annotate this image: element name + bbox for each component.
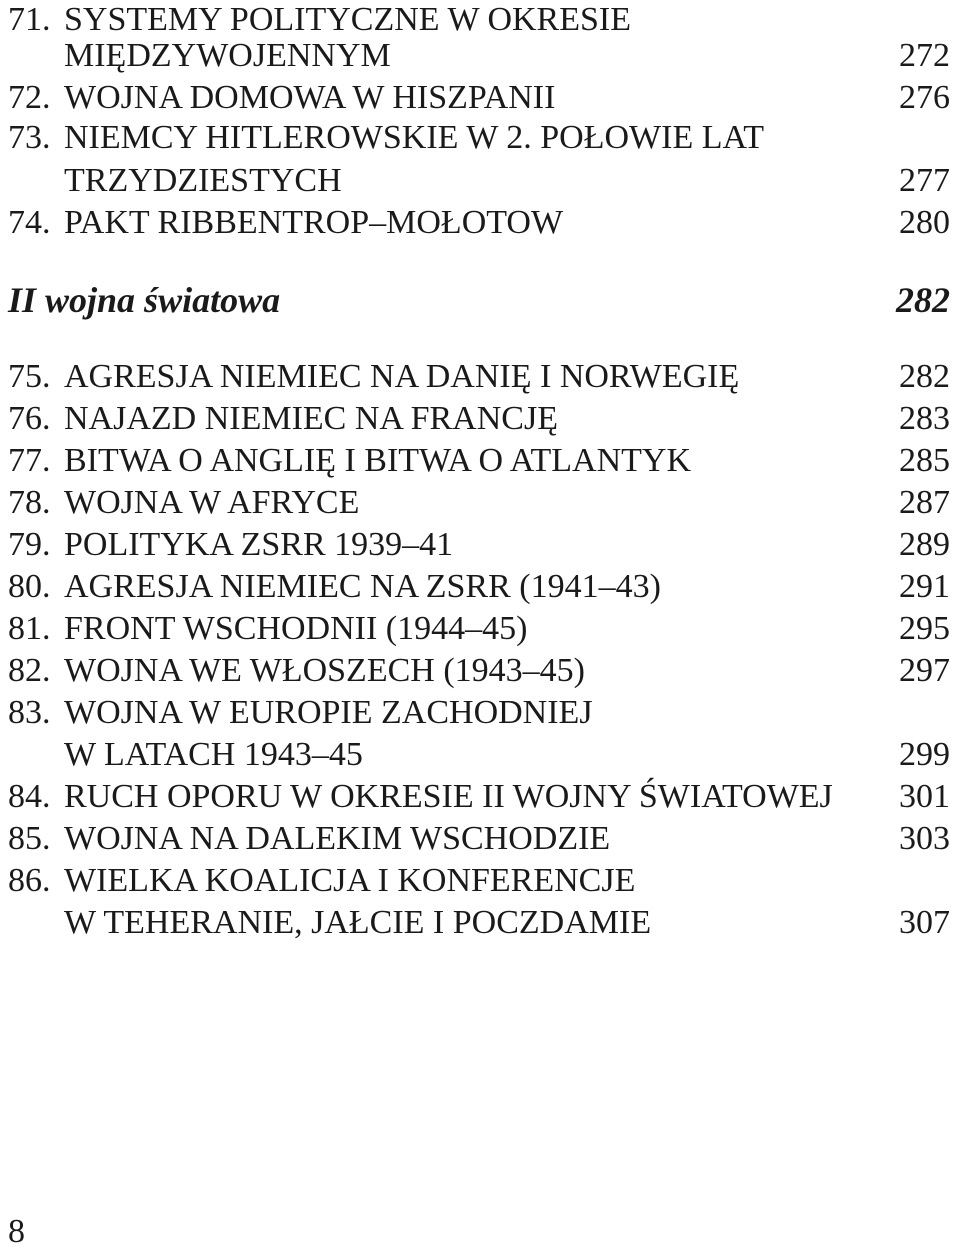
toc-entry-83 (0, 693, 960, 733)
toc-entry-number: 74. (8, 204, 51, 241)
toc-entry-title: SYSTEMY POLITYCZNE W OKRESIE (64, 1, 631, 38)
toc-entry-page: 272 (899, 37, 950, 74)
toc-entry-80 (0, 567, 960, 607)
toc-entry-number: 72. (8, 79, 51, 116)
toc-entry-page: 303 (899, 820, 950, 857)
toc-entry-title: TRZYDZIESTYCH (64, 162, 342, 199)
toc-entry-page: 287 (899, 484, 950, 521)
toc-entry-page: 295 (899, 610, 950, 647)
toc-entry-number: 82. (8, 652, 51, 689)
toc-entry-page: 297 (899, 652, 950, 689)
toc-entry-72 (0, 78, 960, 118)
toc-entry-number: 86. (8, 862, 51, 899)
toc-entry-85 (0, 819, 960, 859)
toc-entry-title: WOJNA WE WŁOSZECH (1943–45) (64, 652, 585, 689)
toc-entry-82 (0, 651, 960, 691)
toc-entry-number: 76. (8, 400, 51, 437)
toc-entry-number: 73. (8, 119, 51, 156)
toc-entry-71 (0, 0, 960, 40)
toc-entry-page: 285 (899, 442, 950, 479)
toc-entry-77 (0, 441, 960, 481)
toc-entry-number: 71. (8, 1, 51, 38)
toc-entry-number: 77. (8, 442, 51, 479)
toc-entry-title: FRONT WSCHODNII (1944–45) (64, 610, 528, 647)
toc-entry-title: WOJNA NA DALEKIM WSCHODZIE (64, 820, 611, 857)
toc-entry-page: 280 (899, 204, 950, 241)
toc-entry-title: WIELKA KOALICJA I KONFERENCJE (64, 862, 636, 899)
page-number: 8 (8, 1213, 25, 1250)
section-heading (0, 278, 960, 322)
toc-entry-number: 83. (8, 694, 51, 731)
toc-entry-page: 307 (899, 904, 950, 941)
toc-entry-71-cont (0, 36, 960, 76)
toc-entry-title: AGRESJA NIEMIEC NA DANIĘ I NORWEGIĘ (64, 358, 740, 395)
toc-entry-page: 299 (899, 736, 950, 773)
toc-entry-title: W LATACH 1943–45 (64, 736, 363, 773)
toc-entry-page: 289 (899, 526, 950, 563)
toc-entry-75 (0, 357, 960, 397)
toc-entry-page: 276 (899, 79, 950, 116)
toc-entry-title: RUCH OPORU W OKRESIE II WOJNY ŚWIATOWEJ (64, 778, 833, 815)
toc-entry-73-cont (0, 161, 960, 201)
toc-entry-73 (0, 118, 960, 158)
toc-entry-title: PAKT RIBBENTROP–MOŁOTOW (64, 204, 564, 241)
toc-entry-74 (0, 203, 960, 243)
toc-entry-86-cont (0, 903, 960, 943)
toc-entry-title: BITWA O ANGLIĘ I BITWA O ATLANTYK (64, 442, 692, 479)
toc-entry-title: WOJNA DOMOWA W HISZPANII (64, 79, 556, 116)
toc-entry-page: 282 (899, 358, 950, 395)
toc-entry-page: 301 (899, 778, 950, 815)
toc-entry-page: 283 (899, 400, 950, 437)
toc-entry-title: WOJNA W EUROPIE ZACHODNIEJ (64, 694, 593, 731)
toc-entry-title: AGRESJA NIEMIEC NA ZSRR (1941–43) (64, 568, 661, 605)
toc-entry-number: 80. (8, 568, 51, 605)
toc-entry-number: 75. (8, 358, 51, 395)
toc-entry-title: NIEMCY HITLEROWSKIE W 2. POŁOWIE LAT (64, 119, 765, 156)
toc-entry-number: 81. (8, 610, 51, 647)
toc-entry-86 (0, 861, 960, 901)
toc-entry-title: POLITYKA ZSRR 1939–41 (64, 526, 454, 563)
toc-entry-title: WOJNA W AFRYCE (64, 484, 360, 521)
toc-entry-title: MIĘDZYWOJENNYM (64, 37, 391, 74)
toc-entry-title: W TEHERANIE, JAŁCIE I POCZDAMIE (64, 904, 652, 941)
toc-entry-81 (0, 609, 960, 649)
toc-entry-number: 79. (8, 526, 51, 563)
toc-entry-76 (0, 399, 960, 439)
toc-entry-83-cont (0, 735, 960, 775)
section-page: 282 (896, 280, 950, 320)
toc-entry-78 (0, 483, 960, 523)
toc-entry-84 (0, 777, 960, 817)
toc-entry-page: 291 (899, 568, 950, 605)
toc-entry-79 (0, 525, 960, 565)
toc-entry-number: 84. (8, 778, 51, 815)
toc-entry-page: 277 (899, 162, 950, 199)
toc-entry-number: 78. (8, 484, 51, 521)
section-title: II wojna światowa (8, 280, 281, 320)
toc-entry-title: NAJAZD NIEMIEC NA FRANCJĘ (64, 400, 558, 437)
toc-entry-number: 85. (8, 820, 51, 857)
